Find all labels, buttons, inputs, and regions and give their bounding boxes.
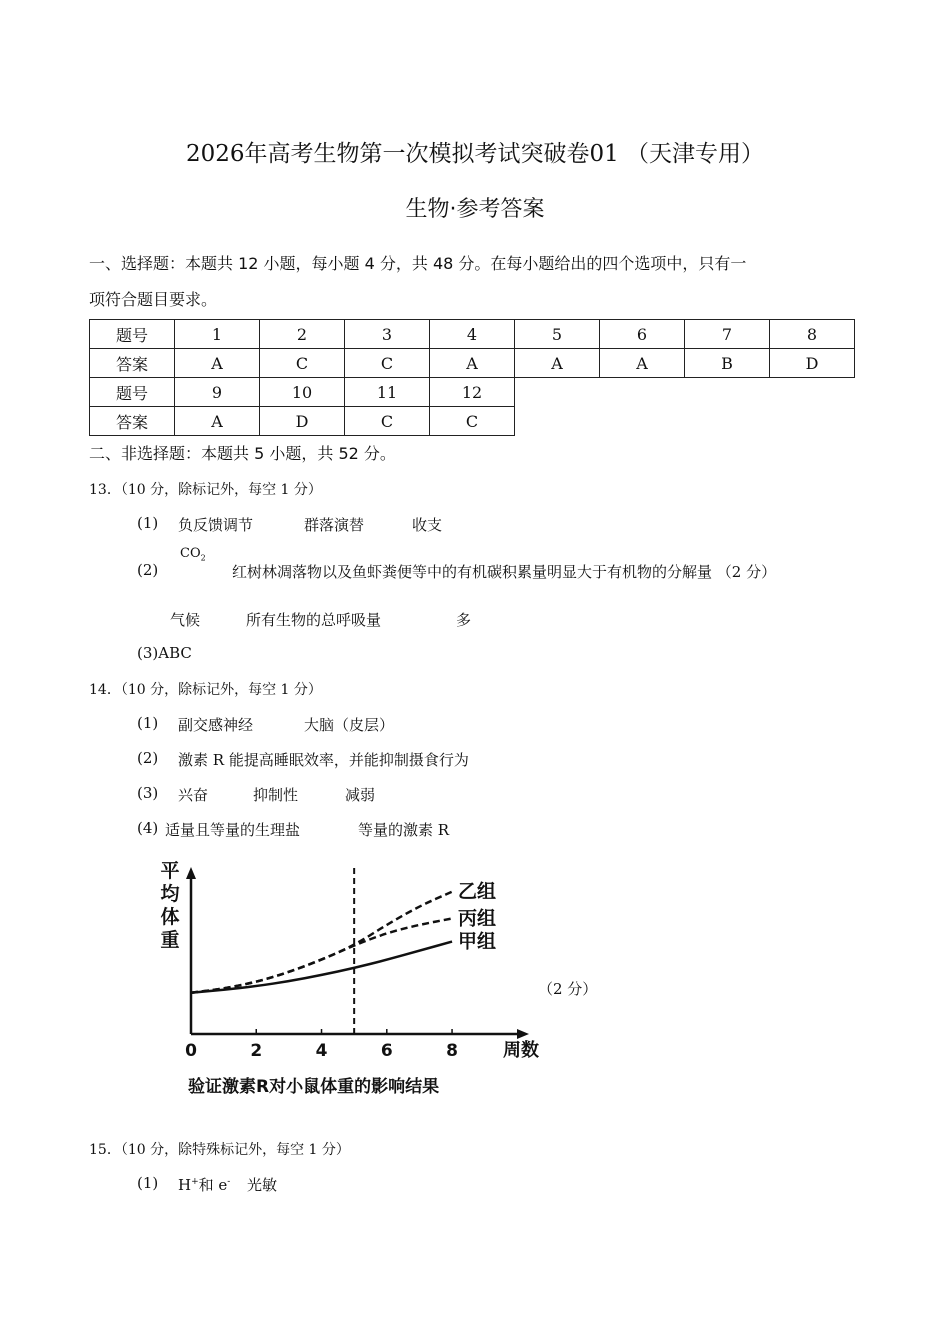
answer-cell: A [175, 407, 260, 436]
q13-part2-answer-c: 所有生物的总呼吸量 [246, 611, 382, 629]
empty-cell [515, 407, 600, 436]
q13-part2-number: (2) [137, 561, 159, 579]
y-axis-label-char: 体 [160, 906, 180, 928]
y-axis-arrow [186, 867, 196, 879]
q15-part1-number: (1) [137, 1174, 159, 1192]
empty-cell [770, 378, 855, 407]
answer-cell: C [345, 349, 430, 378]
q13-part2-answer-a: 红树林凋落物以及鱼虾粪便等中的有机碳积累量明显大于有机物的分解量 （2 分） [232, 563, 777, 581]
co2-subscript: 2 [200, 553, 206, 563]
q14-part3-answer-a: 兴奋 [178, 786, 209, 804]
chart-title: 验证激素R对小鼠体重的影响结果 [188, 1077, 440, 1097]
row-label-answer: 答案 [90, 349, 175, 378]
q13-heading: 13．（10 分，除标记外，每空 1 分） [89, 482, 322, 498]
question-number: 10 [260, 378, 345, 407]
q14-part1-number: (1) [137, 714, 159, 732]
x-tick-label: 8 [446, 1041, 458, 1061]
empty-cell [685, 407, 770, 436]
e-text: 和 e [198, 1176, 228, 1194]
row-label-question: 题号 [90, 378, 175, 407]
weight-chart [150, 855, 550, 1105]
q13-part1-answer-b: 群落演替 [304, 516, 365, 534]
q13-part1-number: (1) [137, 514, 159, 532]
x-tick-label: 0 [185, 1041, 197, 1061]
empty-cell [515, 378, 600, 407]
q15-part1-answer-a [178, 1174, 230, 1195]
q14-part3-answer-b: 抑制性 [253, 786, 299, 804]
answer-cell: C [260, 349, 345, 378]
q13-part2-answer-d: 多 [456, 611, 472, 629]
page-title: 2026年高考生物第一次模拟考试突破卷01 （天津专用） [185, 141, 765, 167]
answer-cell: D [260, 407, 345, 436]
series-line [191, 892, 452, 993]
question-number: 2 [260, 320, 345, 349]
answer-cell: A [175, 349, 260, 378]
x-tick-label: 6 [380, 1041, 393, 1061]
x-axis-arrow [517, 1029, 529, 1039]
series-label: 丙组 [458, 907, 497, 930]
answer-cell: C [345, 407, 430, 436]
question-number: 5 [515, 320, 600, 349]
section2-heading: 二、非选择题：本题共 5 小题，共 52 分。 [89, 444, 396, 463]
x-tick-label: 4 [315, 1041, 328, 1061]
q14-part3-answer-c: 减弱 [345, 786, 376, 804]
question-number: 7 [685, 320, 770, 349]
y-axis-label-char: 均 [160, 883, 180, 905]
table-row [90, 320, 855, 349]
q13-part1-answer-a: 负反馈调节 [178, 516, 254, 534]
question-number: 1 [175, 320, 260, 349]
chart-score-note: （2 分） [538, 980, 598, 998]
e-superscript: - [227, 1177, 231, 1187]
x-tick-label: 2 [250, 1041, 263, 1061]
q14-part2-number: (2) [137, 749, 159, 767]
answer-cell: B [685, 349, 770, 378]
section1-instructions-line1: 一、选择题：本题共 12 小题，每小题 4 分，共 48 分。在每小题给出的四个选项中，只有一 [89, 254, 747, 273]
empty-cell [600, 407, 685, 436]
h-superscript: + [191, 1177, 199, 1187]
chart-lines [191, 867, 452, 1034]
q15-heading: 15．（10 分，除特殊标记外，每空 1 分） [89, 1142, 350, 1158]
series-line [191, 919, 452, 993]
series-label: 甲组 [458, 930, 497, 953]
empty-cell [770, 407, 855, 436]
q14-part3-number: (3) [137, 784, 159, 802]
q15-part1-answer-b: 光敏 [247, 1176, 278, 1194]
row-label-question: 题号 [90, 320, 175, 349]
empty-cell [600, 378, 685, 407]
question-number: 6 [600, 320, 685, 349]
section1-instructions-line2: 项符合题目要求。 [89, 290, 218, 309]
q14-part1-answer-a: 副交感神经 [178, 716, 254, 734]
q14-part4-answer-b: 等量的激素 R [358, 821, 450, 839]
q13-part2-co2 [180, 546, 206, 563]
question-number: 8 [770, 320, 855, 349]
question-number: 11 [345, 378, 430, 407]
q13-part3: (3)ABC [137, 644, 192, 662]
q13-part2-answer-b: 气候 [170, 611, 201, 629]
row-label-answer: 答案 [90, 407, 175, 436]
chart-labels [160, 860, 539, 1061]
q14-part4-answer-a: 适量且等量的生理盐 [165, 821, 301, 839]
h-text: H [178, 1176, 192, 1194]
table-row [90, 349, 855, 378]
y-axis-label-char: 重 [160, 929, 180, 951]
page-subtitle: 生物·参考答案 [405, 197, 545, 222]
table-row [90, 378, 855, 407]
answer-cell: A [515, 349, 600, 378]
question-number: 12 [430, 378, 515, 407]
x-axis-label: 周数 [503, 1040, 539, 1061]
q14-part2-answer: 激素 R 能提高睡眠效率，并能抑制摄食行为 [178, 751, 469, 769]
y-axis-label-char: 平 [160, 860, 180, 882]
table-row [90, 407, 855, 436]
q13-part1-answer-c: 收支 [412, 516, 443, 534]
q14-heading: 14．（10 分，除标记外，每空 1 分） [89, 682, 322, 698]
answer-cell: A [430, 349, 515, 378]
question-number: 3 [345, 320, 430, 349]
series-line [191, 942, 452, 993]
series-label: 乙组 [458, 880, 497, 903]
answer-cell: C [430, 407, 515, 436]
answer-cell: A [600, 349, 685, 378]
answer-table [89, 319, 855, 436]
q14-part4-number: (4) [137, 819, 159, 837]
co2-text: CO [180, 546, 201, 561]
question-number: 4 [430, 320, 515, 349]
question-number: 9 [175, 378, 260, 407]
q14-part1-answer-b: 大脑（皮层） [304, 716, 395, 734]
empty-cell [685, 378, 770, 407]
answer-cell: D [770, 349, 855, 378]
